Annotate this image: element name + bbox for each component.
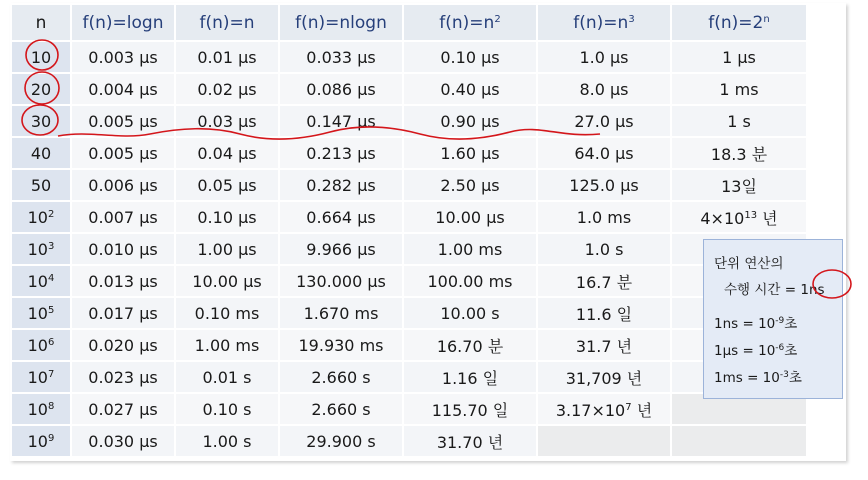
table-row <box>11 265 807 297</box>
table-row <box>11 233 807 265</box>
time-value-cell: 1.60 μs <box>403 137 537 169</box>
column-header-6 <box>671 4 807 41</box>
note-line-4-base: 1μs = 10 <box>714 343 776 359</box>
time-value-cell: 19.930 ms <box>279 329 403 361</box>
note-line-5-unit: 초 <box>788 370 802 386</box>
time-value-cell: 1.0 s <box>537 233 671 265</box>
column-header-3 <box>279 4 403 41</box>
column-header-5 <box>537 4 671 41</box>
column-header-1 <box>71 4 175 41</box>
table-row <box>11 425 807 457</box>
time-value-cell: 10.00 μs <box>175 265 279 297</box>
time-value-cell: 0.017 μs <box>71 297 175 329</box>
column-header-0-base: n <box>35 12 47 33</box>
time-value-cell: 11.6 일 <box>537 297 671 329</box>
n-value-base: 10 <box>27 399 48 419</box>
n-value-exponent: 8 <box>47 400 55 412</box>
time-value-cell: 0.05 μs <box>175 169 279 201</box>
time-value-cell <box>671 201 807 233</box>
table-row <box>11 41 807 73</box>
time-value-cell <box>537 393 671 425</box>
time-value-cell: 0.10 μs <box>403 41 537 73</box>
n-value-cell <box>11 265 71 297</box>
n-value-exponent: 6 <box>47 336 55 348</box>
column-header-2 <box>175 4 279 41</box>
time-value-cell: 0.005 μs <box>71 137 175 169</box>
time-value-cell <box>671 73 807 105</box>
time-value-cell: 0.007 μs <box>71 201 175 233</box>
time-value-base: 3.17×10 <box>555 400 626 420</box>
note-line-5-base: 1ms = 10 <box>714 370 780 386</box>
n-value-cell <box>11 329 71 361</box>
time-value-cell: 0.004 μs <box>71 73 175 105</box>
note-line-2 <box>724 278 825 298</box>
table-row <box>11 137 807 169</box>
time-value-cell: 0.086 μs <box>279 73 403 105</box>
n-value-exponent: 4 <box>47 272 55 284</box>
n-value-base: 10 <box>27 431 48 451</box>
column-header-3-base: f(n)=nlogn <box>295 12 387 33</box>
time-value-cell: 1.0 μs <box>537 41 671 73</box>
n-value-base: 30 <box>30 111 52 131</box>
column-header-2-base: f(n)=n <box>199 12 255 33</box>
table-row <box>11 105 807 137</box>
time-value-cell <box>671 169 807 201</box>
note-line-4 <box>714 339 797 359</box>
n-value-cell <box>11 137 71 169</box>
note-line-3-unit: 초 <box>784 316 798 332</box>
empty-cell <box>537 425 671 457</box>
n-value-base: 40 <box>30 143 52 163</box>
n-value-cell <box>11 105 71 137</box>
time-value-base: 1 s <box>727 111 751 131</box>
column-header-5-base: f(n)=n <box>573 12 629 33</box>
time-value-cell: 31.7 년 <box>537 329 671 361</box>
n-value-cell <box>11 425 71 457</box>
n-value-cell <box>11 201 71 233</box>
time-value-cell: 9.966 μs <box>279 233 403 265</box>
unit-note-box <box>703 239 843 399</box>
time-value-cell: 0.023 μs <box>71 361 175 393</box>
time-value-unit: 년 <box>757 208 778 228</box>
n-value-base: 10 <box>27 239 48 259</box>
time-value-cell: 1.0 ms <box>537 201 671 233</box>
time-value-cell: 10.00 s <box>403 297 537 329</box>
note-line-1: 단위 연산의 <box>714 256 784 272</box>
n-value-exponent: 2 <box>47 208 55 220</box>
n-value-cell <box>11 73 71 105</box>
note-line-3-base: 1ns = 10 <box>714 316 776 332</box>
time-value-cell: 0.04 μs <box>175 137 279 169</box>
time-value-unit: 년 <box>631 400 653 420</box>
time-value-cell <box>671 137 807 169</box>
column-header-4-base: f(n)=n <box>439 12 495 33</box>
time-value-cell: 125.0 μs <box>537 169 671 201</box>
n-value-cell <box>11 297 71 329</box>
table-row <box>11 361 807 393</box>
time-value-exponent: 13 <box>744 209 758 221</box>
time-value-cell: 0.013 μs <box>71 265 175 297</box>
time-value-cell: 0.90 μs <box>403 105 537 137</box>
time-value-exponent: 7 <box>625 401 632 413</box>
time-value-cell: 0.213 μs <box>279 137 403 169</box>
column-header-6-exponent: n <box>763 13 770 25</box>
table-header-row <box>11 4 807 41</box>
time-value-cell: 1.670 ms <box>279 297 403 329</box>
column-header-1-base: f(n)=logn <box>82 12 164 33</box>
time-value-cell: 0.027 μs <box>71 393 175 425</box>
column-header-0 <box>11 4 71 41</box>
time-value-cell: 31,709 년 <box>537 361 671 393</box>
time-value-base: 1 μs <box>722 47 756 67</box>
n-value-exponent: 3 <box>47 240 55 252</box>
n-value-base: 10 <box>27 271 48 291</box>
time-value-cell: 16.7 분 <box>537 265 671 297</box>
column-header-4 <box>403 4 537 41</box>
time-value-cell: 115.70 일 <box>403 393 537 425</box>
n-value-cell <box>11 41 71 73</box>
time-value-cell: 0.01 s <box>175 361 279 393</box>
time-value-base: 1 ms <box>719 79 759 99</box>
time-value-cell: 2.50 μs <box>403 169 537 201</box>
time-value-cell: 0.01 μs <box>175 41 279 73</box>
time-value-cell: 100.00 ms <box>403 265 537 297</box>
n-value-exponent: 7 <box>47 368 55 380</box>
table-row <box>11 169 807 201</box>
time-value-cell <box>671 41 807 73</box>
n-value-base: 50 <box>30 175 52 195</box>
time-value-cell: 27.0 μs <box>537 105 671 137</box>
n-value-exponent: 5 <box>47 304 55 316</box>
time-value-cell: 31.70 년 <box>403 425 537 457</box>
time-value-cell: 0.664 μs <box>279 201 403 233</box>
time-value-cell: 0.10 μs <box>175 201 279 233</box>
n-value-cell <box>11 393 71 425</box>
n-value-base: 10 <box>27 207 48 227</box>
n-value-base: 10 <box>30 47 52 67</box>
time-value-cell: 1.00 ms <box>403 233 537 265</box>
time-value-cell: 29.900 s <box>279 425 403 457</box>
time-value-cell: 1.00 ms <box>175 329 279 361</box>
n-value-cell <box>11 169 71 201</box>
n-value-base: 10 <box>27 303 48 323</box>
time-value-cell: 0.033 μs <box>279 41 403 73</box>
time-value-cell: 0.40 μs <box>403 73 537 105</box>
column-header-5-exponent: 3 <box>628 13 635 25</box>
time-value-cell: 8.0 μs <box>537 73 671 105</box>
note-line-5 <box>714 366 802 386</box>
time-value-cell: 0.020 μs <box>71 329 175 361</box>
n-value-base: 10 <box>27 367 48 387</box>
time-value-cell <box>671 105 807 137</box>
time-value-cell: 2.660 s <box>279 393 403 425</box>
complexity-table <box>10 3 808 458</box>
time-value-base: 4×10 <box>700 208 745 228</box>
complexity-table-frame <box>10 3 846 461</box>
time-value-cell: 10.00 μs <box>403 201 537 233</box>
n-value-exponent: 9 <box>47 432 55 444</box>
time-value-cell: 130.000 μs <box>279 265 403 297</box>
time-value-cell: 0.006 μs <box>71 169 175 201</box>
note-line-5-exp: -3 <box>779 370 789 380</box>
n-value-cell <box>11 361 71 393</box>
table-row <box>11 329 807 361</box>
n-value-base: 10 <box>27 335 48 355</box>
time-value-cell: 1.00 s <box>175 425 279 457</box>
table-row <box>11 201 807 233</box>
time-value-cell: 0.030 μs <box>71 425 175 457</box>
note-line-3-exp: -9 <box>775 316 785 326</box>
table-row <box>11 297 807 329</box>
time-value-cell: 64.0 μs <box>537 137 671 169</box>
column-header-6-base: f(n)=2 <box>708 12 764 33</box>
column-header-4-exponent: 2 <box>494 13 501 25</box>
note-line-4-exp: -6 <box>775 343 785 353</box>
n-value-cell <box>11 233 71 265</box>
time-value-cell: 0.010 μs <box>71 233 175 265</box>
time-value-cell: 0.282 μs <box>279 169 403 201</box>
empty-cell <box>671 425 807 457</box>
table-body <box>11 41 807 457</box>
time-value-base: 13일 <box>721 176 757 196</box>
note-unit-time: 1ns <box>800 282 825 298</box>
time-value-cell: 1.00 μs <box>175 233 279 265</box>
time-value-cell: 0.003 μs <box>71 41 175 73</box>
note-line-3 <box>714 312 797 332</box>
table-row <box>11 73 807 105</box>
time-value-cell: 1.16 일 <box>403 361 537 393</box>
time-value-cell: 0.10 ms <box>175 297 279 329</box>
time-value-cell: 0.005 μs <box>71 105 175 137</box>
note-line-2-prefix: 수행 시간 = <box>724 282 801 298</box>
time-value-cell: 2.660 s <box>279 361 403 393</box>
note-line-4-unit: 초 <box>784 343 798 359</box>
time-value-cell: 16.70 분 <box>403 329 537 361</box>
time-value-base: 18.3 분 <box>710 144 768 164</box>
time-value-cell: 0.02 μs <box>175 73 279 105</box>
table-row <box>11 393 807 425</box>
time-value-cell: 0.10 s <box>175 393 279 425</box>
time-value-cell: 0.03 μs <box>175 105 279 137</box>
time-value-cell: 0.147 μs <box>279 105 403 137</box>
n-value-base: 20 <box>30 79 52 99</box>
